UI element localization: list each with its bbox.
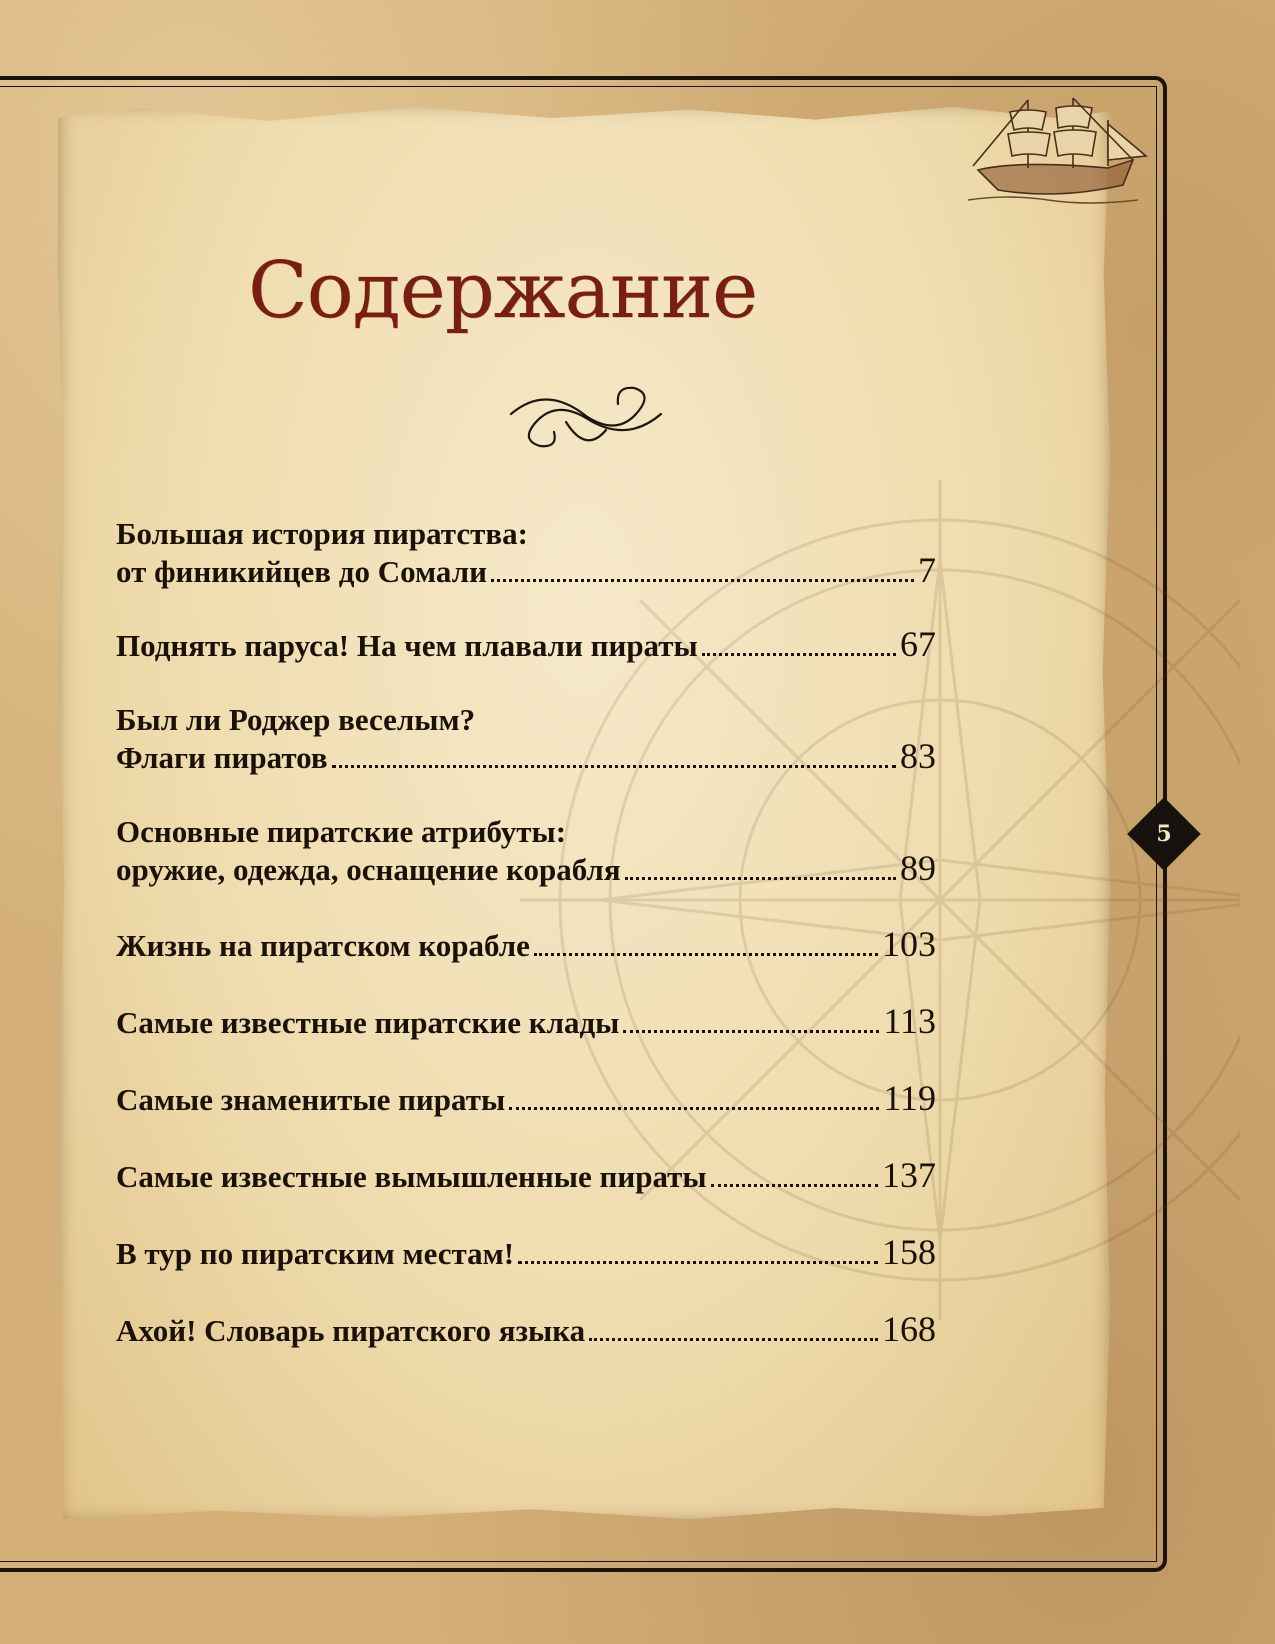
toc-entry[interactable] xyxy=(116,516,936,590)
toc-entry[interactable] xyxy=(116,926,936,964)
toc-entry[interactable] xyxy=(116,1080,936,1118)
toc-entry-title: Самые известные вымышленные пираты xyxy=(116,1159,707,1194)
toc-page-number: 89 xyxy=(900,848,936,888)
toc-entry[interactable] xyxy=(116,1157,936,1195)
dot-leader xyxy=(702,653,896,656)
toc-entry-title: Самые знаменитые пираты xyxy=(116,1082,506,1117)
toc-page-number: 7 xyxy=(918,550,936,590)
dot-leader xyxy=(332,765,896,768)
toc-entry-line1: Большая история пиратства: xyxy=(116,516,528,551)
toc-page-number: 67 xyxy=(900,624,936,664)
toc-entry[interactable] xyxy=(116,1234,936,1272)
toc-entry-title: В тур по пиратским местам! xyxy=(116,1236,515,1271)
toc-entry-line1: Основные пиратские атрибуты: xyxy=(116,814,567,849)
toc-entry-line1: Был ли Роджер веселым? xyxy=(116,702,476,737)
toc-page-number: 158 xyxy=(882,1232,936,1272)
table-of-contents xyxy=(116,516,936,1349)
toc-entry-title: Поднять паруса! На чем плавали пираты xyxy=(116,628,698,663)
toc-entry-title: Жизнь на пиратском корабле xyxy=(116,928,530,963)
toc-page-number: 113 xyxy=(883,1001,936,1041)
toc-entry[interactable] xyxy=(116,702,936,776)
toc-entry-title: Самые известные пиратские клады xyxy=(116,1005,620,1040)
sailing-ship-icon xyxy=(958,90,1158,220)
toc-entry-title: Ахой! Словарь пиратского языка xyxy=(116,1313,586,1348)
toc-page-number: 103 xyxy=(882,924,936,964)
page-number: 5 xyxy=(1156,821,1172,847)
toc-entry[interactable] xyxy=(116,1311,936,1349)
dot-leader xyxy=(711,1184,878,1187)
dot-leader xyxy=(625,877,896,880)
dot-leader xyxy=(491,579,914,582)
toc-entry[interactable] xyxy=(116,1003,936,1041)
toc-entry[interactable] xyxy=(116,626,936,664)
ornamental-flourish-icon xyxy=(506,374,666,464)
toc-entry-title: оружие, одежда, оснащение корабля xyxy=(116,852,621,887)
page-title: Содержание xyxy=(248,246,758,336)
dot-leader xyxy=(534,953,878,956)
toc-page-number: 137 xyxy=(882,1155,936,1195)
dot-leader xyxy=(589,1338,878,1341)
toc-entry[interactable] xyxy=(116,814,936,888)
dot-leader xyxy=(509,1107,879,1110)
toc-page-number: 83 xyxy=(900,736,936,776)
dot-leader xyxy=(623,1030,879,1033)
toc-entry-title: Флаги пиратов xyxy=(116,740,328,775)
toc-entry-title: от финикийцев до Сомали xyxy=(116,554,487,589)
dot-leader xyxy=(518,1261,878,1264)
toc-page-number: 168 xyxy=(882,1309,936,1349)
toc-page-number: 119 xyxy=(883,1078,936,1118)
